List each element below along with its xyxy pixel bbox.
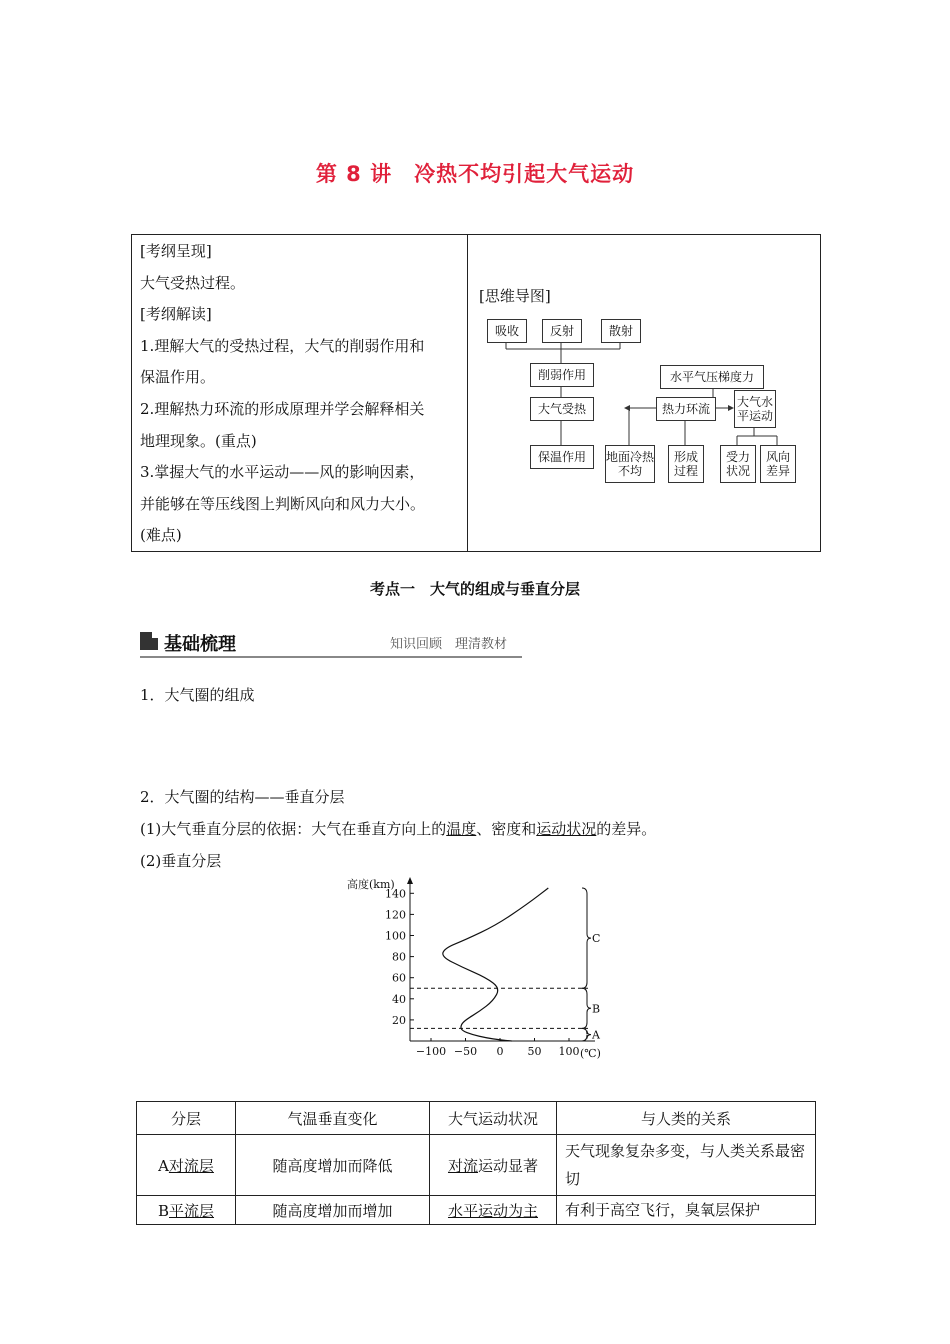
layer-name: 对流层 xyxy=(168,1156,214,1175)
x-axis-label: (℃) xyxy=(580,1047,601,1060)
syllabus-line: 2.理解热力环流的形成原理并学会解释相关 xyxy=(140,399,425,418)
mm-horizontal-motion: 大气水平运动 xyxy=(734,390,776,428)
lesson-title: 第 8 讲 冷热不均引起大气运动 xyxy=(315,162,635,186)
layer-cell xyxy=(137,1135,236,1196)
layer-cell xyxy=(137,1196,236,1225)
y-tick-label: 40 xyxy=(392,992,406,1006)
table-row xyxy=(137,1196,816,1225)
mm-force-status: 受力状况 xyxy=(720,445,756,483)
layer-label: A xyxy=(592,1028,600,1042)
motion-cell xyxy=(430,1135,557,1196)
syllabus-line: [考纲解读] xyxy=(140,305,212,324)
y-tick-label: 120 xyxy=(385,908,406,922)
item-1: 1．大气圈的组成 xyxy=(140,686,255,704)
layer-brace xyxy=(582,888,591,988)
syllabus-line: 保温作用。 xyxy=(140,368,216,387)
mm-formation-process: 形成过程 xyxy=(668,445,704,483)
layer-label: B xyxy=(592,1002,601,1016)
header-layer: 分层 xyxy=(137,1102,236,1135)
mm-ground-uneven: 地面冷热不均 xyxy=(605,445,655,483)
syllabus-line: 并能够在等压线图上判断风向和风力大小。 xyxy=(140,494,426,513)
y-tick-label: 60 xyxy=(392,971,406,985)
item-2-2: (2)垂直分层 xyxy=(140,852,222,870)
x-tick-label: 50 xyxy=(527,1045,542,1058)
basics-subtitle: 知识回顾 理清教材 xyxy=(390,637,508,652)
x-tick-label: −50 xyxy=(453,1045,478,1058)
layer-brace xyxy=(582,988,591,1028)
item-2: 2．大气圈的结构——垂直分层 xyxy=(140,788,345,806)
header-motion: 大气运动状况 xyxy=(430,1102,557,1135)
y-tick-label: 140 xyxy=(385,887,406,901)
outline-divider xyxy=(467,234,468,552)
mm-atmos-heating: 大气受热 xyxy=(530,397,594,421)
item-2-1-suffix: 的差异。 xyxy=(596,820,657,838)
item-2-1-mid: 、密度和 xyxy=(476,820,537,838)
basics-title: 基础梳理 xyxy=(164,634,236,655)
layer-name: 平流层 xyxy=(169,1201,215,1220)
y-axis-label: 高度(km) xyxy=(347,878,395,891)
answer-temperature: 温度 xyxy=(446,820,477,838)
table-header-row xyxy=(137,1102,816,1135)
layers-table xyxy=(136,1101,816,1225)
syllabus-column xyxy=(140,236,462,552)
syllabus-line: [考纲呈现] xyxy=(140,242,212,260)
mm-insulation: 保温作用 xyxy=(530,445,594,469)
y-tick-label: 100 xyxy=(385,929,406,943)
layer-letter: A xyxy=(158,1156,169,1175)
syllabus-line: 1.理解大气的受热过程，大气的削弱作用和 xyxy=(140,336,425,355)
relation-cell: 天气现象复杂多变，与人类关系最密切 xyxy=(557,1135,816,1196)
temp-cell: 随高度增加而增加 xyxy=(236,1196,430,1225)
syllabus-line: 地理现象。(重点) xyxy=(140,431,257,450)
item-2-1 xyxy=(140,818,656,839)
mindmap-label: [思维导图] xyxy=(479,287,551,305)
mm-reflect: 反射 xyxy=(542,319,582,343)
x-tick-label: 0 xyxy=(496,1045,504,1058)
table-row xyxy=(137,1135,816,1196)
syllabus-line: 大气受热过程。 xyxy=(140,273,246,292)
answer-motion: 运动状况 xyxy=(536,820,597,838)
layer-letter: B xyxy=(157,1201,169,1220)
mm-pressure-gradient: 水平气压梯度力 xyxy=(660,365,764,389)
layer-chart xyxy=(330,872,620,1072)
layer-chart-svg xyxy=(330,872,620,1072)
mm-scatter: 散射 xyxy=(601,319,641,343)
y-tick-label: 20 xyxy=(392,1013,406,1027)
temp-cell: 随高度增加而降低 xyxy=(236,1135,430,1196)
motion-answer: 水平运动为主 xyxy=(447,1201,538,1220)
layer-label: C xyxy=(592,932,601,946)
x-tick-label: 100 xyxy=(558,1045,580,1058)
syllabus-line: (难点) xyxy=(140,526,182,545)
mm-wind-difference: 风向差异 xyxy=(760,445,796,483)
banner-square-notch xyxy=(152,632,158,638)
y-tick-label: 80 xyxy=(392,950,406,964)
mm-weakening: 削弱作用 xyxy=(530,363,594,387)
mindmap xyxy=(470,300,818,550)
item-2-1-prefix: (1)大气垂直分层的依据：大气在垂直方向上的 xyxy=(140,820,447,838)
syllabus-line: 3.掌握大气的水平运动——风的影响因素， xyxy=(140,463,425,482)
motion-rest: 运动显著 xyxy=(478,1156,539,1175)
basics-banner xyxy=(140,628,522,660)
header-relation: 与人类的关系 xyxy=(557,1102,816,1135)
section-heading: 考点一 大气的组成与垂直分层 xyxy=(369,580,580,598)
header-temp: 气温垂直变化 xyxy=(236,1102,430,1135)
relation-cell: 有利于高空飞行，臭氧层保护 xyxy=(557,1196,816,1225)
temperature-curve xyxy=(443,888,548,1041)
mm-absorb: 吸收 xyxy=(487,319,527,343)
motion-answer: 对流 xyxy=(447,1156,478,1175)
banner-underline xyxy=(140,656,522,658)
motion-cell xyxy=(430,1196,557,1225)
y-axis-arrow xyxy=(407,877,413,884)
mm-thermal-circulation: 热力环流 xyxy=(656,397,716,421)
x-tick-label: −100 xyxy=(415,1045,447,1058)
layer-brace xyxy=(582,1028,591,1041)
